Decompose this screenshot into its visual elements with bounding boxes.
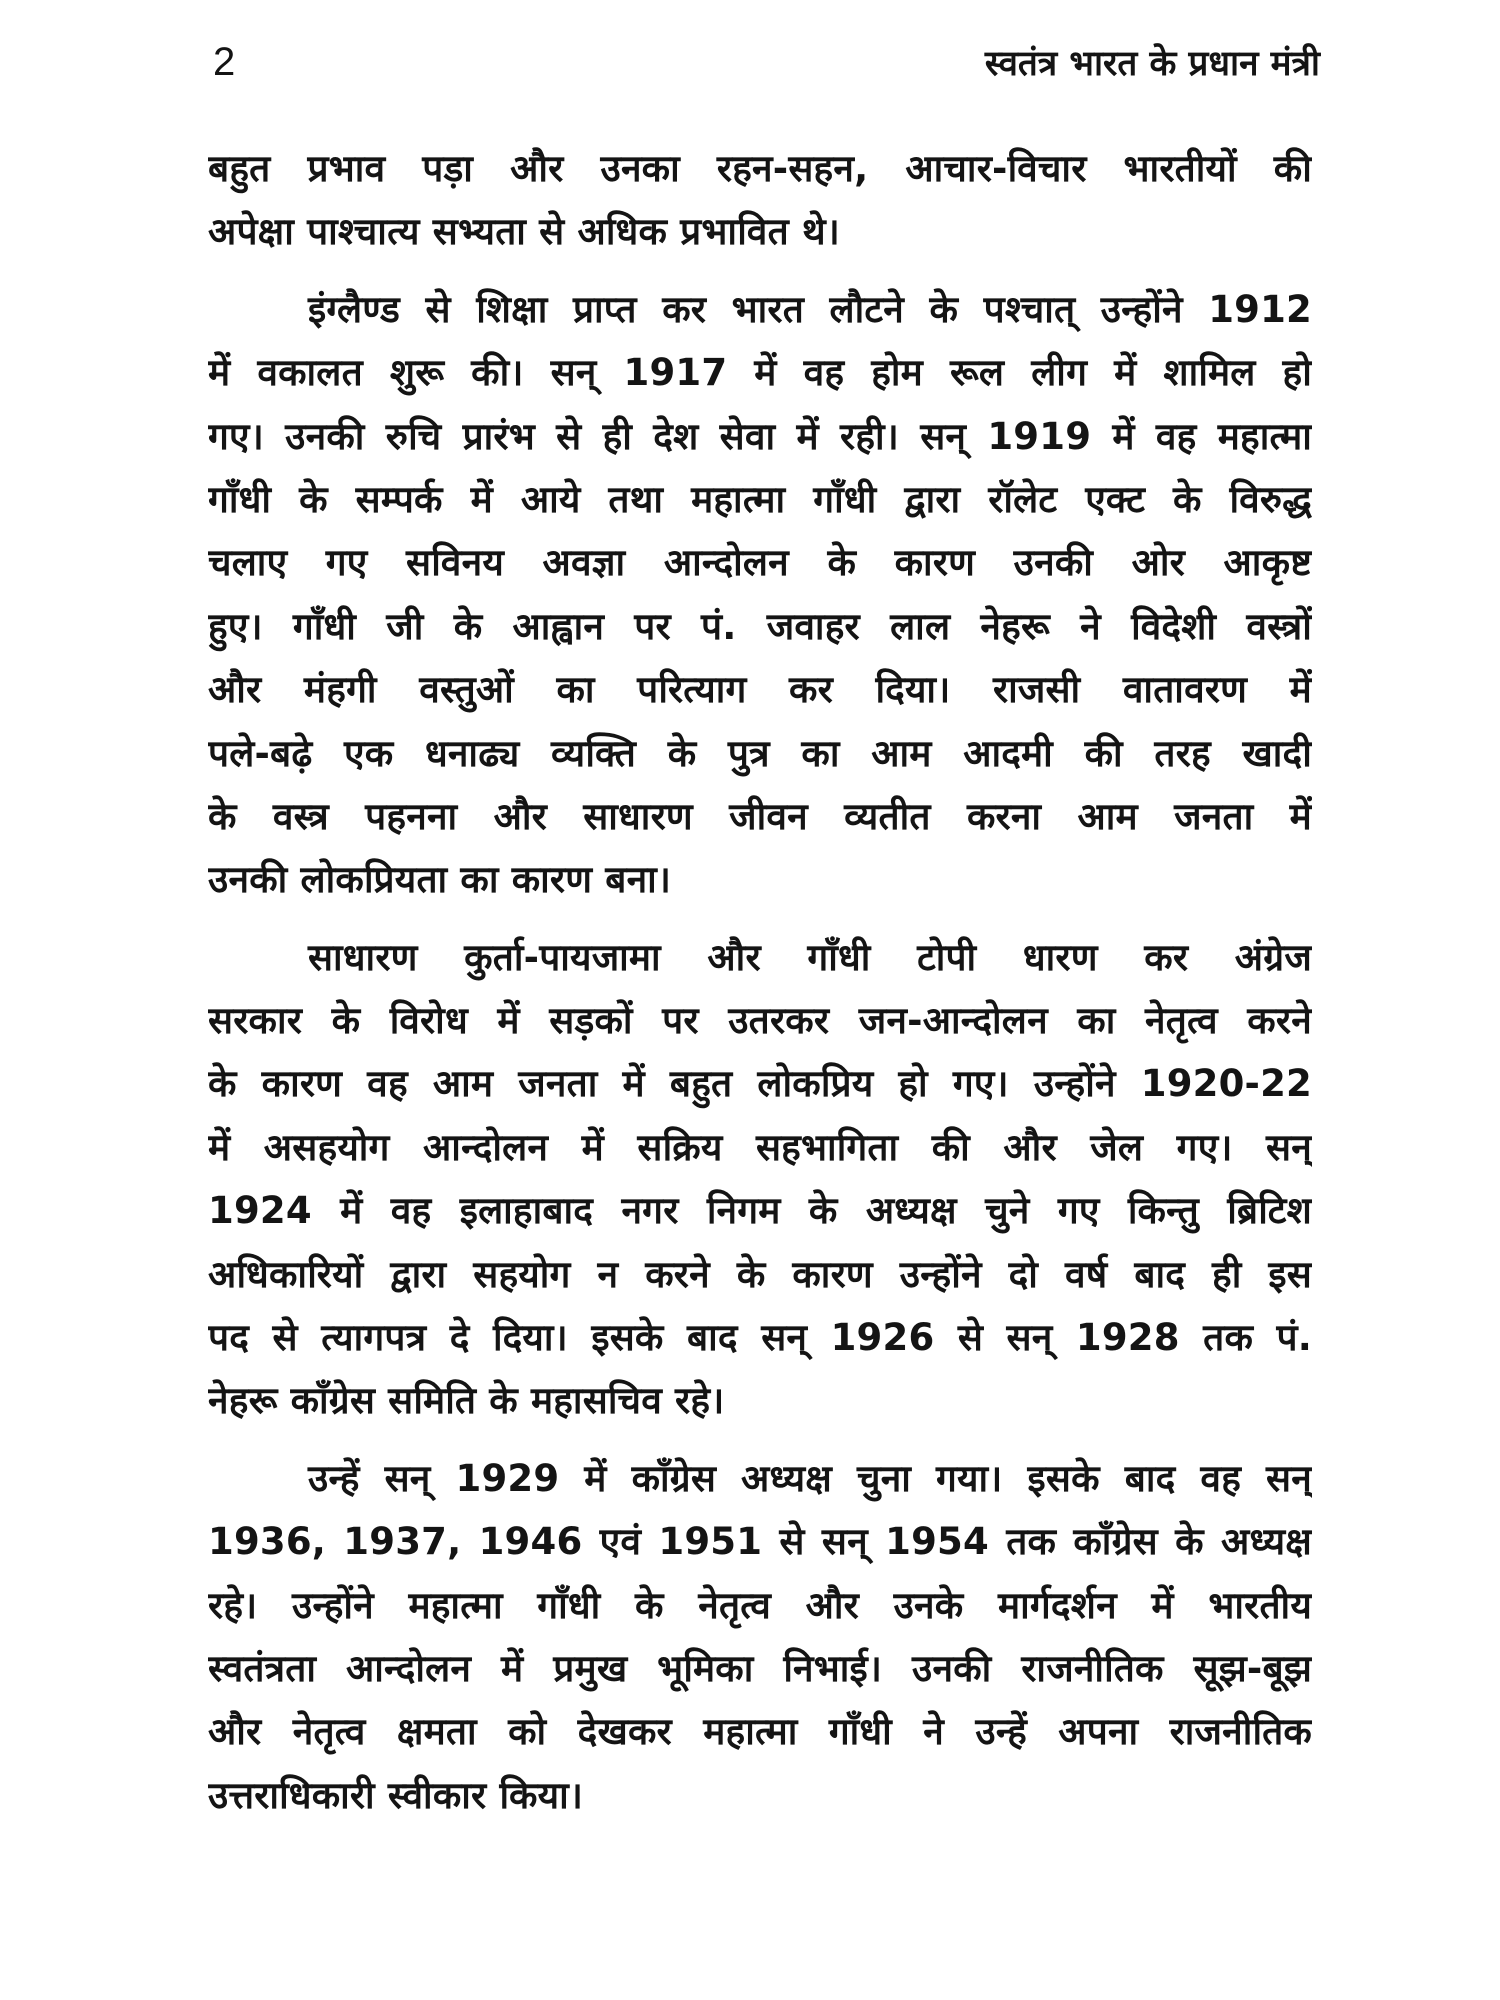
text-line: नेहरू काँग्रेस समिति के महासचिव रहे। [208, 1379, 725, 1423]
text-line: में वकालत शुरू की। सन् 1917 में वह होम रूल लीग में शामिल हो [208, 351, 1312, 395]
page-number: 2 [213, 40, 236, 84]
text-line: 1924 में वह इलाहाबाद नगर निगम के अध्यक्ष चुने गए किन्तु ब्रिटिश [208, 1189, 1312, 1233]
text-line: उनकी लोकप्रियता का कारण बना। [208, 858, 672, 902]
text-line: 1936, 1937, 1946 एवं 1951 से सन् 1954 तक काँग्रेस के अध्यक्ष [208, 1520, 1312, 1564]
text-line: पद से त्यागपत्र दे दिया। इसके बाद सन् 1926 से सन् 1928 तक पं. [208, 1316, 1312, 1360]
paragraph [208, 926, 1312, 1433]
text-line: गाँधी के सम्पर्क में आये तथा महात्मा गाँधी द्वारा रॉलेट एक्ट के विरुद्ध [208, 477, 1312, 521]
text-line: हुए। गाँधी जी के आह्वान पर पं. जवाहर लाल नेहरू ने विदेशी वस्त्रों [208, 604, 1312, 648]
text-line: पले-बढ़े एक धनाढ्य व्यक्ति के पुत्र का आम आदमी की तरह खादी [208, 731, 1312, 775]
text-line: और मंहगी वस्तुओं का परित्याग कर दिया। राजसी वातावरण में [208, 668, 1312, 712]
text-line: और नेतृत्व क्षमता को देखकर महात्मा गाँधी ने उन्हें अपना राजनीतिक [208, 1710, 1312, 1754]
text-line: बहुत प्रभाव पड़ा और उनका रहन-सहन, आचार-विचार भारतीयों की [208, 147, 1312, 190]
text-line: उत्तराधिकारी स्वीकार किया। [208, 1773, 584, 1817]
text-line: उन्हें सन् 1929 में काँग्रेस अध्यक्ष चुना गया। इसके बाद वह सन् [308, 1456, 1312, 1500]
paragraph-gap [208, 264, 1312, 278]
text-line: इंग्लैण्ड से शिक्षा प्राप्त कर भारत लौटने के पश्चात् उन्होंने 1912 [308, 287, 1312, 331]
text-line: में असहयोग आन्दोलन में सक्रिय सहभागिता की और जेल गए। सन् [208, 1125, 1312, 1169]
paragraph [208, 1447, 1312, 1827]
text-line: अपेक्षा पाश्चात्य सभ्यता से अधिक प्रभावित थे। [208, 210, 841, 254]
text-line: सरकार के विरोध में सड़कों पर उतरकर जन-आन्दोलन का नेतृत्व करने [208, 999, 1312, 1043]
running-title: स्वतंत्र भारत के प्रधान मंत्री [984, 44, 1320, 84]
paragraph-gap [208, 912, 1312, 926]
text-line: गए। उनकी रुचि प्रारंभ से ही देश सेवा में रही। सन् 1919 में वह महात्मा [208, 414, 1312, 458]
text-line: साधारण कुर्ता-पायजामा और गाँधी टोपी धारण कर अंग्रेज [308, 935, 1312, 979]
text-line: के कारण वह आम जनता में बहुत लोकप्रिय हो गए। उन्होंने 1920-22 [208, 1062, 1312, 1106]
text-line: रहे। उन्होंने महात्मा गाँधी के नेतृत्व और उनके मार्गदर्शन में भारतीय [208, 1583, 1312, 1627]
text-line: स्वतंत्रता आन्दोलन में प्रमुख भूमिका निभाई। उनकी राजनीतिक सूझ-बूझ [208, 1646, 1312, 1690]
text-line: अधिकारियों द्वारा सहयोग न करने के कारण उन्होंने दो वर्ष बाद ही इस [208, 1252, 1312, 1296]
body-text [208, 137, 1312, 1827]
paragraph-gap [208, 1433, 1312, 1447]
paragraph [208, 137, 1312, 264]
text-line: के वस्त्र पहनना और साधारण जीवन व्यतीत करना आम जनता में [208, 794, 1312, 838]
text-line: चलाए गए सविनय अवज्ञा आन्दोलन के कारण उनकी ओर आकृष्ट [208, 541, 1312, 585]
paragraph [208, 278, 1312, 912]
